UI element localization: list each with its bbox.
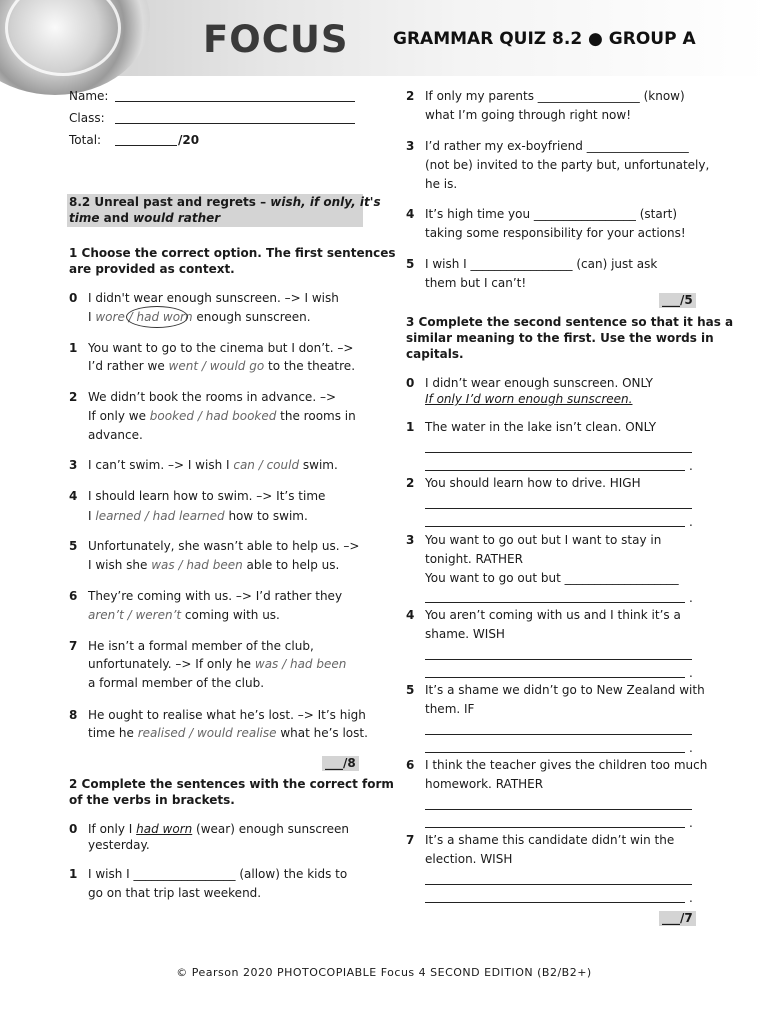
ex1-item-number: 4 <box>69 489 78 503</box>
section-title-line2: time and would rather <box>69 211 221 225</box>
ex3-score: ___/7 <box>659 911 696 926</box>
ex3-instruction-1: 3 Complete the second sentence so that it has a <box>406 315 734 329</box>
ex2-item-2-line2: what I’m going through right now! <box>425 108 632 122</box>
class-field[interactable] <box>115 123 355 124</box>
ex1-item-number: 0 <box>69 291 78 305</box>
ex3-item-4-prompt-line2: shame. WISH <box>425 627 505 641</box>
ex3-item-3-prompt-line1: You want to go out but I want to stay in <box>425 533 662 547</box>
period: . <box>689 591 693 605</box>
ex3-item-6-answer-line2[interactable] <box>425 827 685 828</box>
ex3-item-3-answer-line2[interactable] <box>425 602 685 603</box>
ex2-item-3-line3: he is. <box>425 177 458 191</box>
ex3-item-6-prompt-line1: I think the teacher gives the children too much <box>425 758 708 772</box>
ex3-item-2-answer-line2[interactable] <box>425 526 685 527</box>
ex3-item-0-line1: I didn’t wear enough sunscreen. ONLY <box>425 376 653 390</box>
footer-copyright: © Pearson 2020 PHOTOCOPIABLE Focus 4 SECOND EDITION (B2/B2+) <box>176 966 592 979</box>
ex1-item-4-line2: I learned / had learned how to swim. <box>88 509 308 523</box>
ex1-item-7-options[interactable]: was / had been <box>254 657 347 671</box>
ex1-item-3-options[interactable]: can / could <box>233 458 300 472</box>
ex3-item-4-answer-line2[interactable] <box>425 677 685 678</box>
period: . <box>689 459 693 473</box>
ex2-item-1-line1[interactable]: I wish I _________________ (allow) the kids to <box>88 867 348 881</box>
ex3-item-number: 3 <box>406 533 415 547</box>
ex2-instruction-2: of the verbs in brackets. <box>69 793 235 807</box>
ex1-item-number: 2 <box>69 390 78 404</box>
page-header <box>0 0 768 76</box>
ex3-item-6-prompt-line2: homework. RATHER <box>425 777 544 791</box>
ex1-item-5-options[interactable]: was / had been <box>151 558 243 572</box>
ex3-item-3-prompt-line2: tonight. RATHER <box>425 552 523 566</box>
ex2-example-answer: had worn <box>136 822 193 836</box>
period: . <box>689 666 693 680</box>
name-label: Name: <box>69 89 109 103</box>
ex2-item-0-line2: yesterday. <box>88 838 150 852</box>
ex1-item-1-line2: I’d rather we went / would go to the theatre. <box>88 359 356 373</box>
answer-circle-mark <box>126 306 188 328</box>
ex3-item-number: 7 <box>406 833 415 847</box>
class-label: Class: <box>69 111 105 125</box>
ex2-item-5-line2: them but I can’t! <box>425 276 527 290</box>
ex2-instruction-1: 2 Complete the sentences with the correct form <box>69 777 394 791</box>
ex1-item-5-line2: I wish she was / had been able to help us. <box>88 558 340 572</box>
ex1-item-8-line1: He ought to realise what he’s lost. –> It’s high <box>88 708 366 722</box>
ex2-item-0-line1: If only I had worn (wear) enough sunscreen <box>88 822 350 836</box>
ex2-item-number: 1 <box>69 867 78 881</box>
ex1-item-2-options[interactable]: booked / had booked <box>149 409 277 423</box>
quiz-title: GRAMMAR QUIZ 8.2 ● GROUP A <box>393 29 696 49</box>
total-field[interactable] <box>115 145 177 146</box>
ex2-item-number: 0 <box>69 822 78 836</box>
ex1-item-2-line2: If only we booked / had booked the rooms in <box>88 409 356 423</box>
ex3-item-1-answer-line1[interactable] <box>425 452 692 453</box>
ex2-item-4-line1[interactable]: It’s high time you _________________ (start) <box>425 207 678 221</box>
ex1-score: ___/8 <box>322 756 359 771</box>
ex1-item-5-line1: Unfortunately, she wasn’t able to help us. –> <box>88 539 360 553</box>
ex3-instruction-3: capitals. <box>406 347 464 361</box>
ex2-score: ___/5 <box>659 293 696 308</box>
ex1-item-1-line1: You want to go to the cinema but I don’t. –> <box>88 341 354 355</box>
ex3-item-1-prompt: The water in the lake isn’t clean. ONLY <box>425 420 657 434</box>
ex2-item-1-line2: go on that trip last weekend. <box>88 886 262 900</box>
ex3-instruction-2: similar meaning to the first. Use the words in <box>406 331 714 345</box>
ex3-item-2-answer-line1[interactable] <box>425 508 692 509</box>
ex3-item-5-answer-line2[interactable] <box>425 752 685 753</box>
ex3-item-number: 2 <box>406 476 415 490</box>
ex2-item-2-line1[interactable]: If only my parents _________________ (know) <box>425 89 685 103</box>
ex1-item-number: 3 <box>69 458 78 472</box>
ex2-item-3-line1[interactable]: I’d rather my ex-boyfriend _________________ <box>425 139 689 153</box>
ex1-item-4-options[interactable]: learned / had learned <box>95 509 225 523</box>
ex2-item-number: 3 <box>406 139 415 153</box>
ex3-item-number: 5 <box>406 683 415 697</box>
total-suffix: /20 <box>178 133 200 147</box>
ex2-item-number: 2 <box>406 89 415 103</box>
ex1-item-4-line1: I should learn how to swim. –> It’s time <box>88 489 326 503</box>
ex2-item-3-line2: (not be) invited to the party but, unfortunately, <box>425 158 710 172</box>
ex3-item-5-answer-line1[interactable] <box>425 734 692 735</box>
ex2-item-5-line1[interactable]: I wish I _________________ (can) just ask <box>425 257 658 271</box>
name-field[interactable] <box>115 101 355 102</box>
ex1-item-number: 7 <box>69 639 78 653</box>
ex1-item-7-line1: He isn’t a formal member of the club, <box>88 639 314 653</box>
ex2-item-number: 4 <box>406 207 415 221</box>
section-title-line1: 8.2 Unreal past and regrets – wish, if only, it's <box>69 195 381 209</box>
ex1-item-number: 5 <box>69 539 78 553</box>
ex3-item-4-prompt-line1: You aren’t coming with us and I think it’s a <box>425 608 681 622</box>
ex1-item-7-line2: unfortunately. –> If only he was / had been <box>88 657 347 671</box>
ex2-item-4-line2: taking some responsibility for your actions! <box>425 226 686 240</box>
ex3-item-6-answer-line1[interactable] <box>425 809 692 810</box>
ex1-item-0-line1: I didn't wear enough sunscreen. –> I wish <box>88 291 339 305</box>
ex1-item-number: 8 <box>69 708 78 722</box>
ex3-item-number: 0 <box>406 376 415 390</box>
ex2-item-number: 5 <box>406 257 415 271</box>
ex3-item-7-answer-line2[interactable] <box>425 902 685 903</box>
ex1-item-0-options[interactable]: wore / had worn <box>95 310 193 324</box>
ex3-item-1-answer-line2[interactable] <box>425 470 685 471</box>
ex1-item-1-options[interactable]: went / would go <box>168 359 265 373</box>
ex1-item-6-line1: They’re coming with us. –> I’d rather they <box>88 589 343 603</box>
ex1-instruction-1: 1 Choose the correct option. The first sentences <box>69 246 396 260</box>
period: . <box>689 891 693 905</box>
ex3-item-7-answer-line1[interactable] <box>425 884 692 885</box>
ex1-item-6-line2: aren’t / weren’t coming with us. <box>88 608 280 622</box>
ex1-item-3-line1: I can’t swim. –> I wish I can / could swim. <box>88 458 338 472</box>
ex3-item-5-prompt-line2: them. IF <box>425 702 475 716</box>
total-label: Total: <box>69 133 102 147</box>
period: . <box>689 515 693 529</box>
ex1-item-6-options[interactable]: aren’t / weren’t <box>88 608 182 622</box>
ex3-item-number: 6 <box>406 758 415 772</box>
ex3-example-answer: If only I’d worn enough sunscreen. <box>425 392 633 406</box>
ex1-item-8-line2: time he realised / would realise what he’s lost. <box>88 726 368 740</box>
ex3-item-5-prompt-line1: It’s a shame we didn’t go to New Zealand with <box>425 683 705 697</box>
ex3-item-number: 1 <box>406 420 415 434</box>
ex3-item-7-prompt-line2: election. WISH <box>425 852 513 866</box>
ex1-item-number: 1 <box>69 341 78 355</box>
period: . <box>689 816 693 830</box>
ex1-item-0-line2: I wore / had worn enough sunscreen. <box>88 310 311 324</box>
ex1-item-7-line3: a formal member of the club. <box>88 676 265 690</box>
ex1-item-number: 6 <box>69 589 78 603</box>
ex3-item-4-answer-line1[interactable] <box>425 659 692 660</box>
period: . <box>689 741 693 755</box>
ex1-instruction-2: are provided as context. <box>69 262 235 276</box>
ex3-item-7-prompt-line1: It’s a shame this candidate didn’t win the <box>425 833 675 847</box>
ex1-item-8-options[interactable]: realised / would realise <box>137 726 277 740</box>
ex3-item-2-prompt: You should learn how to drive. HIGH <box>425 476 641 490</box>
ex1-item-2-line3: advance. <box>88 428 143 442</box>
ex3-item-3-answer-start[interactable]: You want to go out but ___________________ <box>425 571 679 585</box>
ex3-item-number: 4 <box>406 608 415 622</box>
ex1-item-2-line1: We didn’t book the rooms in advance. –> <box>88 390 336 404</box>
focus-logo: FOCUS <box>203 18 349 61</box>
